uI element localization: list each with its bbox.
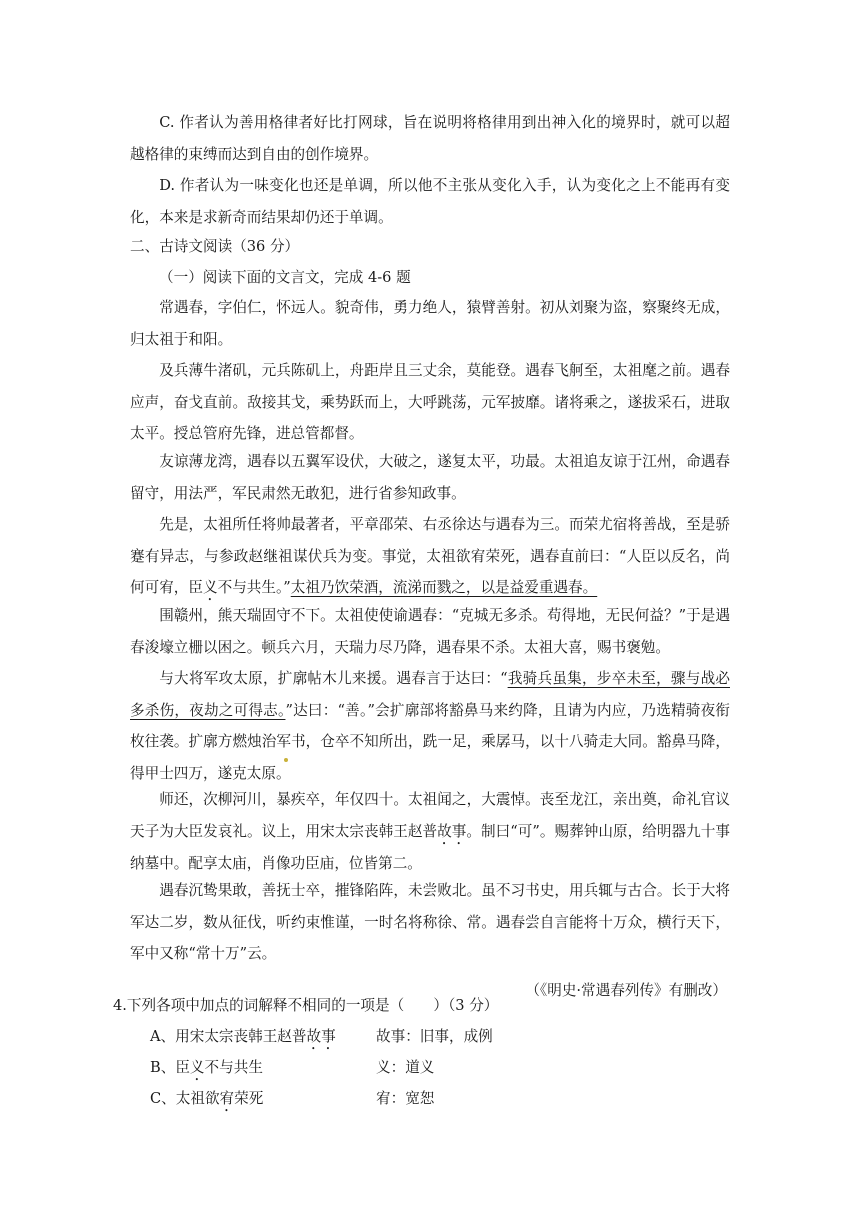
passage-paragraph-4: 先是，太祖所任将帅最著者，平章邵荣、右丞徐达与遇春为三。而荣尤宿将善战，至是骄蹇有异志，与参政赵继祖谋伏兵为变。事觉，太祖欲宥荣死，遇春直前曰：“人臣以反名，尚何可宥，臣义不与共生。”太祖乃饮荣酒，流涕而戮之，以是益爱重遇春。 — [130, 516, 730, 596]
passage-paragraph-7: 师还，次柳河川，暴疾卒，年仅四十。太祖闻之，大震悼。丧至龙江，亲出奠，命礼官议天子为大臣发哀礼。议上，用宋太宗丧韩王赵普故事。制曰“可”。赐葬钟山原，给明器九十事纳墓中。配享太庙，肖像功臣庙，位皆第二。 — [130, 791, 730, 872]
gloss: 宥：宽恕 — [376, 1090, 435, 1107]
option-d: D. 作者认为一味变化也还是单调，所以他不主张从变化入手，认为变化之上不能再有变化，本来是求新奇而结果却仍还于单调。 — [130, 177, 730, 226]
underlined-sentence: 我骑兵虽集，步卒未至，骤与战必多杀伤，夜劫之可得志。 — [130, 670, 730, 719]
document-page: C. 作者认为善用格律者好比打网球，旨在说明将格律用到出神入化的境界时，就可以超越格律的束缚而达到自由的创作境界。 D. 作者认为一味变化也还是单调，所以他不主张从变化入手，认为变化之上不能再有变化，本来是求新奇而结果却仍还于单调。 二、古诗文阅读（36 分） （一）阅读下面的文言文，完成 4-6 题 常遇春，字伯仁，怀远人。貌奇伟，勇力绝人，猿臂善射。初从刘聚为盗，察聚终无成，归太祖于和阳。 及兵薄牛渚矶，元兵陈矶上，舟距岸且三丈余，莫能登。遇春飞舸至，太祖麾之前。遇春应声，奋戈直前。敌接其戈，乘势跃而上，大呼跳荡，元军披靡。诸将乘之，遂拔采石，进取太平。授总管府先锋，进总管都督。 友谅薄龙湾，遇春以五翼军设伏，大破之，遂复太平，功最。太祖追友谅于江州，命遇春留守，用法严，军民肃然无敢犯，进行省参知政事。 先是，太祖所任将帅最著者，平章邵荣、右丞徐达与遇春为三。而荣尤宿将善战，至是骄蹇有异志，与参政赵继祖谋伏兵为变。事觉，太祖欲宥荣死，遇春直前曰：“人臣以反名，尚何可宥，臣义不与共生。”太祖乃饮荣酒，流涕而戮之，以是益爱重遇春。 围赣州，熊天瑞固守不下。太祖使使谕遇春：“克城无多杀。苟得地，无民何益？”于是遇春浚壕立栅以困之。顿兵六月，天瑞力尽乃降，遇春果不杀。太祖大喜，赐书褒勉。 与大将军攻太原，扩廓帖木儿来援。遇春言于达曰：“我骑兵虽集，步卒未至，骤与战必多杀伤，夜劫之可得志。”达曰：“善。”会扩廓部将豁鼻马来约降，且请为内应，乃选精骑夜衔枚往袭。扩廓方燃烛治军书，仓卒不知所出，跣一足，乘孱马，以十八骑走大同。豁鼻马降，得甲士四万，遂克太原。 师还，次柳河川，暴疾卒，年仅四十。太祖闻之，大震悼。丧至龙江，亲出奠，命礼官议天子为大臣发哀礼。议上，用宋太宗丧韩王赵普故事。制曰“可”。赐葬钟山原，给明器九十事纳墓中。配享太庙，肖像功臣庙，位皆第二。 遇春沉鸷果敢，善抚士卒，摧锋陷阵，未尝败北。虽不习书史，用兵辄与古合。长于大将军达二岁，数从征伐，听约束惟谨，一时名将称徐、常。遇春尝自言能将十万众，横行天下，军中又称“常十万”云。 （《明史·常遇春列传》有删改） 4.下列各项中加点的词解释不相同的一项是（ ）（3 分） A、用宋太宗丧韩王赵普故事 故事：旧事，成例 B、臣义不与共生 义：道义 C、太祖欲宥荣死 宥：宽恕 — [0, 0, 860, 1216]
dotted-word: 义 — [189, 1059, 205, 1076]
passage-paragraph-1: 常遇春，字伯仁，怀远人。貌奇伟，勇力绝人，猿臂善射。初从刘聚为盗，察聚终无成，归太祖于和阳。 — [130, 299, 730, 348]
passage-paragraph-2: 及兵薄牛渚矶，元兵陈矶上，舟距岸且三丈余，莫能登。遇春飞舸至，太祖麾之前。遇春应声，奋戈直前。敌接其戈，乘势跃而上，大呼跳荡，元军披靡。诸将乘之，遂拔采石，进取太平。授总管府先锋，进总管都督。 — [130, 362, 730, 442]
passage-paragraph-8: 遇春沉鸷果敢，善抚士卒，摧锋陷阵，未尝败北。虽不习书史，用兵辄与古合。长于大将军达二岁，数从征伐，听约束惟谨，一时名将称徐、常。遇春尝自言能将十万众，横行天下，军中又称“常十万”云。 — [130, 882, 730, 962]
section-subheading: （一）阅读下面的文言文，完成 4-6 题 — [159, 269, 411, 286]
gloss: 故事：旧事，成例 — [376, 1028, 493, 1045]
gloss: 义：道义 — [376, 1059, 435, 1076]
ink-speck — [284, 758, 288, 762]
option-c: C. 作者认为善用格律者好比打网球，旨在说明将格律用到出神入化的境界时，就可以超越格律的束缚而达到自由的创作境界。 — [130, 114, 730, 163]
source-citation: （《明史·常遇春列传》有删改） — [525, 981, 727, 999]
question-4-stem: 4.下列各项中加点的词解释不相同的一项是（ ）（3 分） — [113, 997, 499, 1014]
passage-paragraph-5: 围赣州，熊天瑞固守不下。太祖使使谕遇春：“克城无多杀。苟得地，无民何益？”于是遇春浚壕立栅以困之。顿兵六月，天瑞力尽乃降，遇春果不杀。太祖大喜，赐书褒勉。 — [130, 607, 730, 656]
section-heading: 二、古诗文阅读（36 分） — [130, 238, 300, 255]
dotted-word: 故事 — [437, 822, 467, 840]
passage-paragraph-6: 与大将军攻太原，扩廓帖木儿来援。遇春言于达曰：“我骑兵虽集，步卒未至，骤与战必多杀伤，夜劫之可得志。”达曰：“善。”会扩廓部将豁鼻马来约降，且请为内应，乃选精骑夜衔枚往袭。扩廓方燃烛治军书，仓卒不知所出，跣一足，乘孱马，以十八骑走大同。豁鼻马降，得甲士四万，遂克太原。 — [130, 670, 730, 782]
passage-paragraph-3: 友谅薄龙湾，遇春以五翼军设伏，大破之，遂复太平，功最。太祖追友谅于江州，命遇春留守，用法严，军民肃然无敢犯，进行省参知政事。 — [130, 453, 730, 502]
dotted-word: 义 — [202, 579, 218, 596]
dotted-word: 宥 — [219, 1090, 235, 1107]
dotted-word: 故事 — [306, 1028, 336, 1045]
underlined-sentence: 太祖乃饮荣酒，流涕而戮之，以是益爱重遇春。 — [290, 579, 598, 596]
